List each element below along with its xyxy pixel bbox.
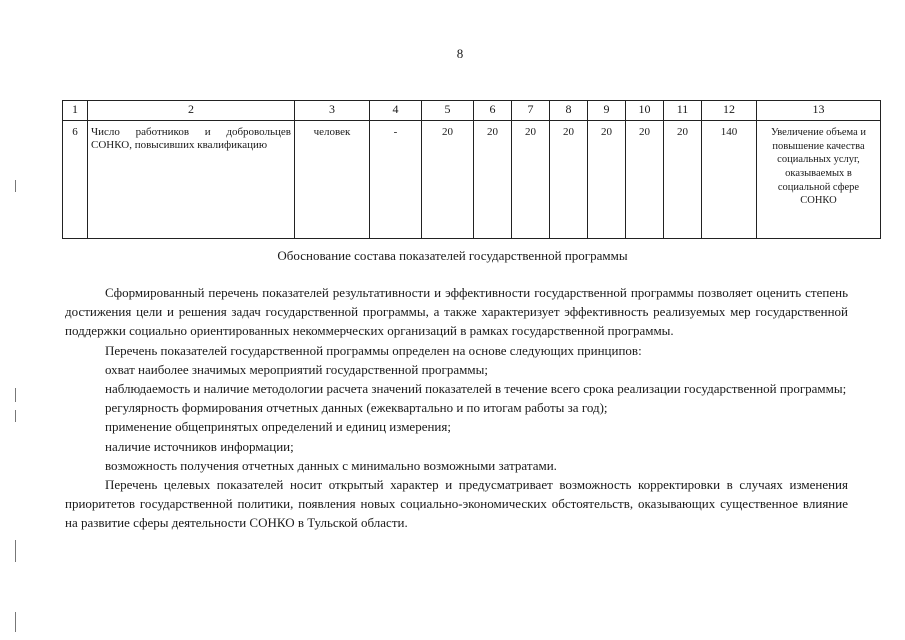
page-number: 8 <box>456 46 464 61</box>
column-number: 3 <box>295 101 370 121</box>
list-item: наблюдаемость и наличие методологии расчета значений показателей в течение всего срока реализации государственной программы; <box>105 381 847 397</box>
list-item: охват наиболее значимых мероприятий государственной программы; <box>105 361 488 377</box>
column-number: 9 <box>588 101 626 121</box>
scan-margin-mark <box>15 540 16 562</box>
column-number: 13 <box>757 101 881 121</box>
scan-margin-mark <box>15 180 16 192</box>
paragraph: Перечень целевых показателей носит открытый характер и предусматривает возможность корректировки в случаях изменения приоритетов государственной политики, появления новых социально-экономических обстоятельств, оказывающих существенное влияние на развитие сферы деятельности СОНКО в Тульской области. <box>65 477 848 531</box>
expected-outcome-cell: Увеличение объема и повышение качества социальных услуг, оказываемых в социальной сфере СОНКО <box>757 121 881 239</box>
table-header-row <box>63 101 881 121</box>
column-number: 6 <box>474 101 512 121</box>
column-number: 2 <box>88 101 295 121</box>
list-item: возможность получения отчетных данных с минимально возможными затратами. <box>105 457 557 473</box>
column-number: 4 <box>370 101 422 121</box>
base-value-cell: - <box>370 121 422 239</box>
column-number: 11 <box>664 101 702 121</box>
column-number: 1 <box>63 101 88 121</box>
indicator-name: Число работников и добровольцев СОНКО, повысивших квалификацию <box>88 121 295 239</box>
scan-margin-mark <box>15 388 16 402</box>
paragraph: Сформированный перечень показателей результативности и эффективности государственной программы позволяет оценить степень достижения цели и решения задач государственной программы, а также характеризует эффективность реализуемых мер государственной поддержки социально ориентированных некоммерческих организаций в рамках государственной программы. <box>65 285 848 339</box>
paragraph: Перечень показателей государственной программы определен на основе следующих принципов: <box>105 342 642 358</box>
value-cell: 20 <box>422 121 474 239</box>
table-row <box>63 121 881 239</box>
scan-margin-mark <box>15 410 16 422</box>
column-number: 5 <box>422 101 474 121</box>
column-number: 10 <box>626 101 664 121</box>
value-cell: 20 <box>474 121 512 239</box>
value-cell: 20 <box>550 121 588 239</box>
column-number: 12 <box>702 101 757 121</box>
scan-margin-mark <box>15 612 16 632</box>
list-item: применение общепринятых определений и единиц измерения; <box>105 419 451 435</box>
indicators-table <box>62 100 881 239</box>
list-item: наличие источников информации; <box>105 438 294 454</box>
value-cell: 20 <box>664 121 702 239</box>
total-value-cell: 140 <box>702 121 757 239</box>
section-title: Обоснование состава показателей государственной программы <box>277 248 628 263</box>
column-number: 7 <box>512 101 550 121</box>
body-text <box>65 283 848 533</box>
list-item: регулярность формирования отчетных данных (ежеквартально и по итогам работы за год); <box>105 400 608 416</box>
unit-cell: человек <box>295 121 370 239</box>
value-cell: 20 <box>588 121 626 239</box>
value-cell: 20 <box>626 121 664 239</box>
row-number: 6 <box>63 121 88 239</box>
column-number: 8 <box>550 101 588 121</box>
value-cell: 20 <box>512 121 550 239</box>
